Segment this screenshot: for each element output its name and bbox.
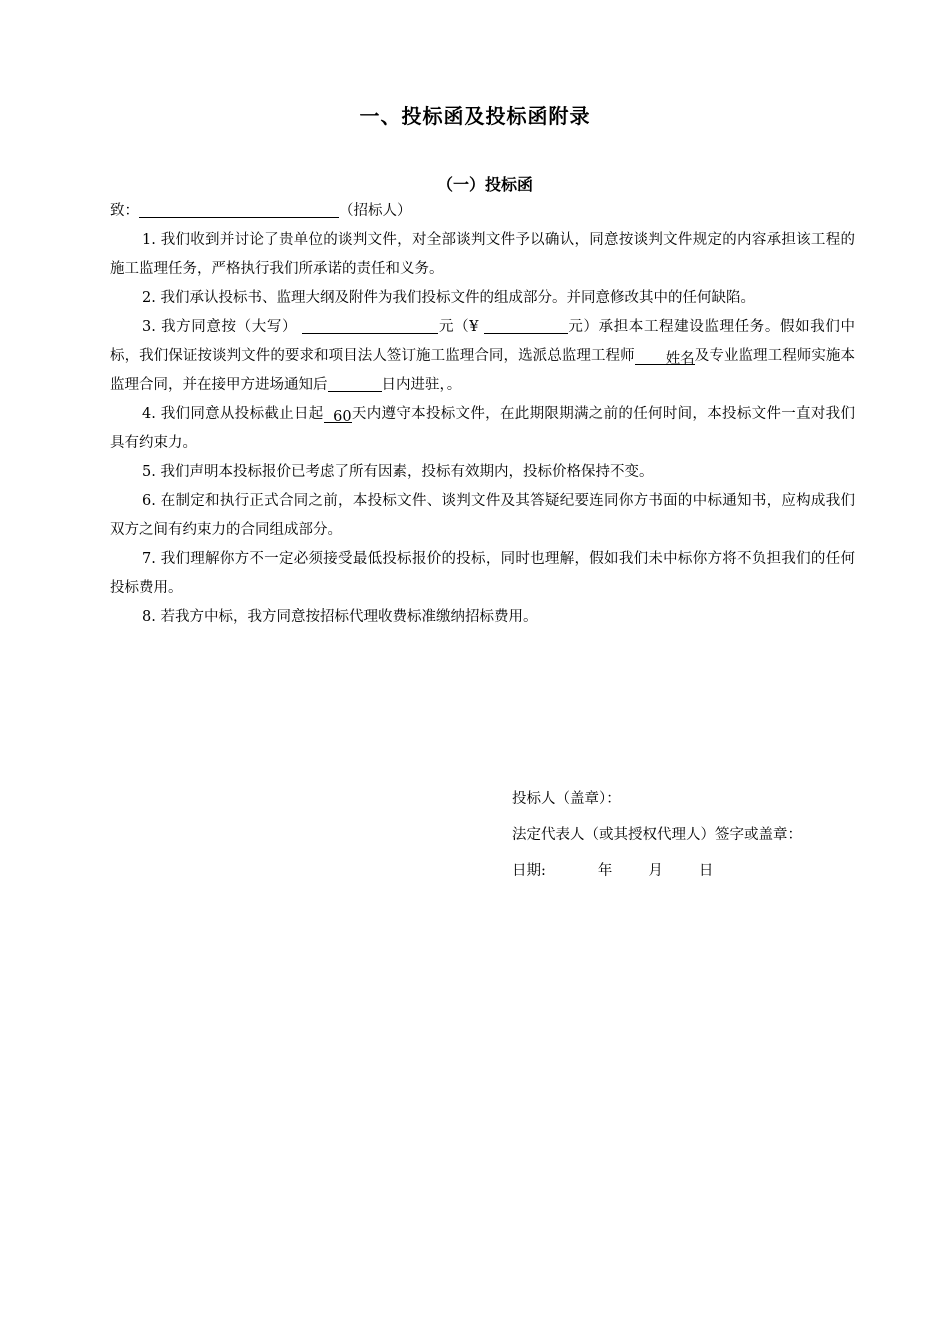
clause-3-text-b: 元（¥ (438, 319, 484, 335)
letter-body (110, 197, 855, 632)
date-month-label: 月 (648, 863, 663, 879)
clause-3-text-d: 及专业监理工程师实施本监理合同，并在接甲方进场通知后 (110, 348, 856, 393)
clause-4-text-b: 天内遵守本投标文件，在此期限期满之前的任何时间，本投标文件一直对我们具有约束力。 (110, 406, 855, 451)
date-day-label: 日 (698, 863, 714, 879)
addressee-blank[interactable] (139, 198, 339, 218)
addressee-line (110, 197, 855, 226)
clause-1: 1. 我们收到并讨论了贵单位的谈判文件，对全部谈判文件予以确认，同意按谈判文件规定的内容承担该工程的施工监理任务，严格执行我们所承诺的责任和义务。 (110, 232, 855, 277)
chief-engineer-name-field[interactable] (635, 345, 695, 365)
amount-figures-blank[interactable] (484, 314, 568, 334)
signature-block (512, 781, 802, 889)
addressee-prefix: 致： (110, 203, 139, 219)
chief-engineer-name: 姓名 (665, 351, 695, 367)
representative-signature-label: 法定代表人（或其授权代理人）签字或盖章： (512, 827, 802, 843)
clause-4 (110, 400, 855, 458)
page-title: 一、投标函及投标函附录 (359, 104, 591, 128)
clause-8: 8. 若我方中标，我方同意按招标代理收费标准缴纳招标费用。 (142, 609, 538, 625)
section-title: （一）投标函 (436, 175, 533, 194)
clause-3-text-e: 日内进驻，。 (381, 377, 462, 393)
validity-days-field[interactable] (324, 403, 352, 423)
clause-3 (110, 313, 855, 400)
bidder-seal-label: 投标人（盖章）： (512, 791, 621, 807)
addressee-suffix: （招标人） (339, 203, 412, 219)
clause-3-text-a: 3. 我方同意按（大写） (142, 319, 298, 335)
amount-words-blank[interactable] (302, 314, 438, 334)
clause-2: 2. 我们承认投标书、监理大纲及附件为我们投标文件的组成部分。并同意修改其中的任何缺陷。 (142, 290, 755, 306)
clause-3-text-c: 元）承担本工程建设监理任务。假如我们中标，我们保证按谈判文件的要求和项目法人签订施工监理合同，选派总监理工程师 (110, 319, 856, 364)
validity-days: 60 (333, 409, 352, 425)
clause-7: 7. 我们理解你方不一定必须接受最低投标报价的投标，同时也理解，假如我们未中标你方将不负担我们的任何投标费用。 (110, 551, 855, 596)
date-label: 日期: (512, 863, 546, 879)
date-year-label: 年 (597, 863, 613, 879)
date-line (512, 853, 802, 889)
clause-4-text-a: 4. 我们同意从投标截止日起 (142, 406, 324, 422)
clause-6: 6. 在制定和执行正式合同之前，本投标文件、谈判文件及其答疑纪要连同你方书面的中标通知书，应构成我们双方之间有约束力的合同组成部分。 (110, 493, 855, 538)
entry-days-blank[interactable] (328, 372, 382, 392)
clause-5: 5. 我们声明本投标报价已考虑了所有因素，投标有效期内，投标价格保持不变。 (142, 464, 654, 480)
